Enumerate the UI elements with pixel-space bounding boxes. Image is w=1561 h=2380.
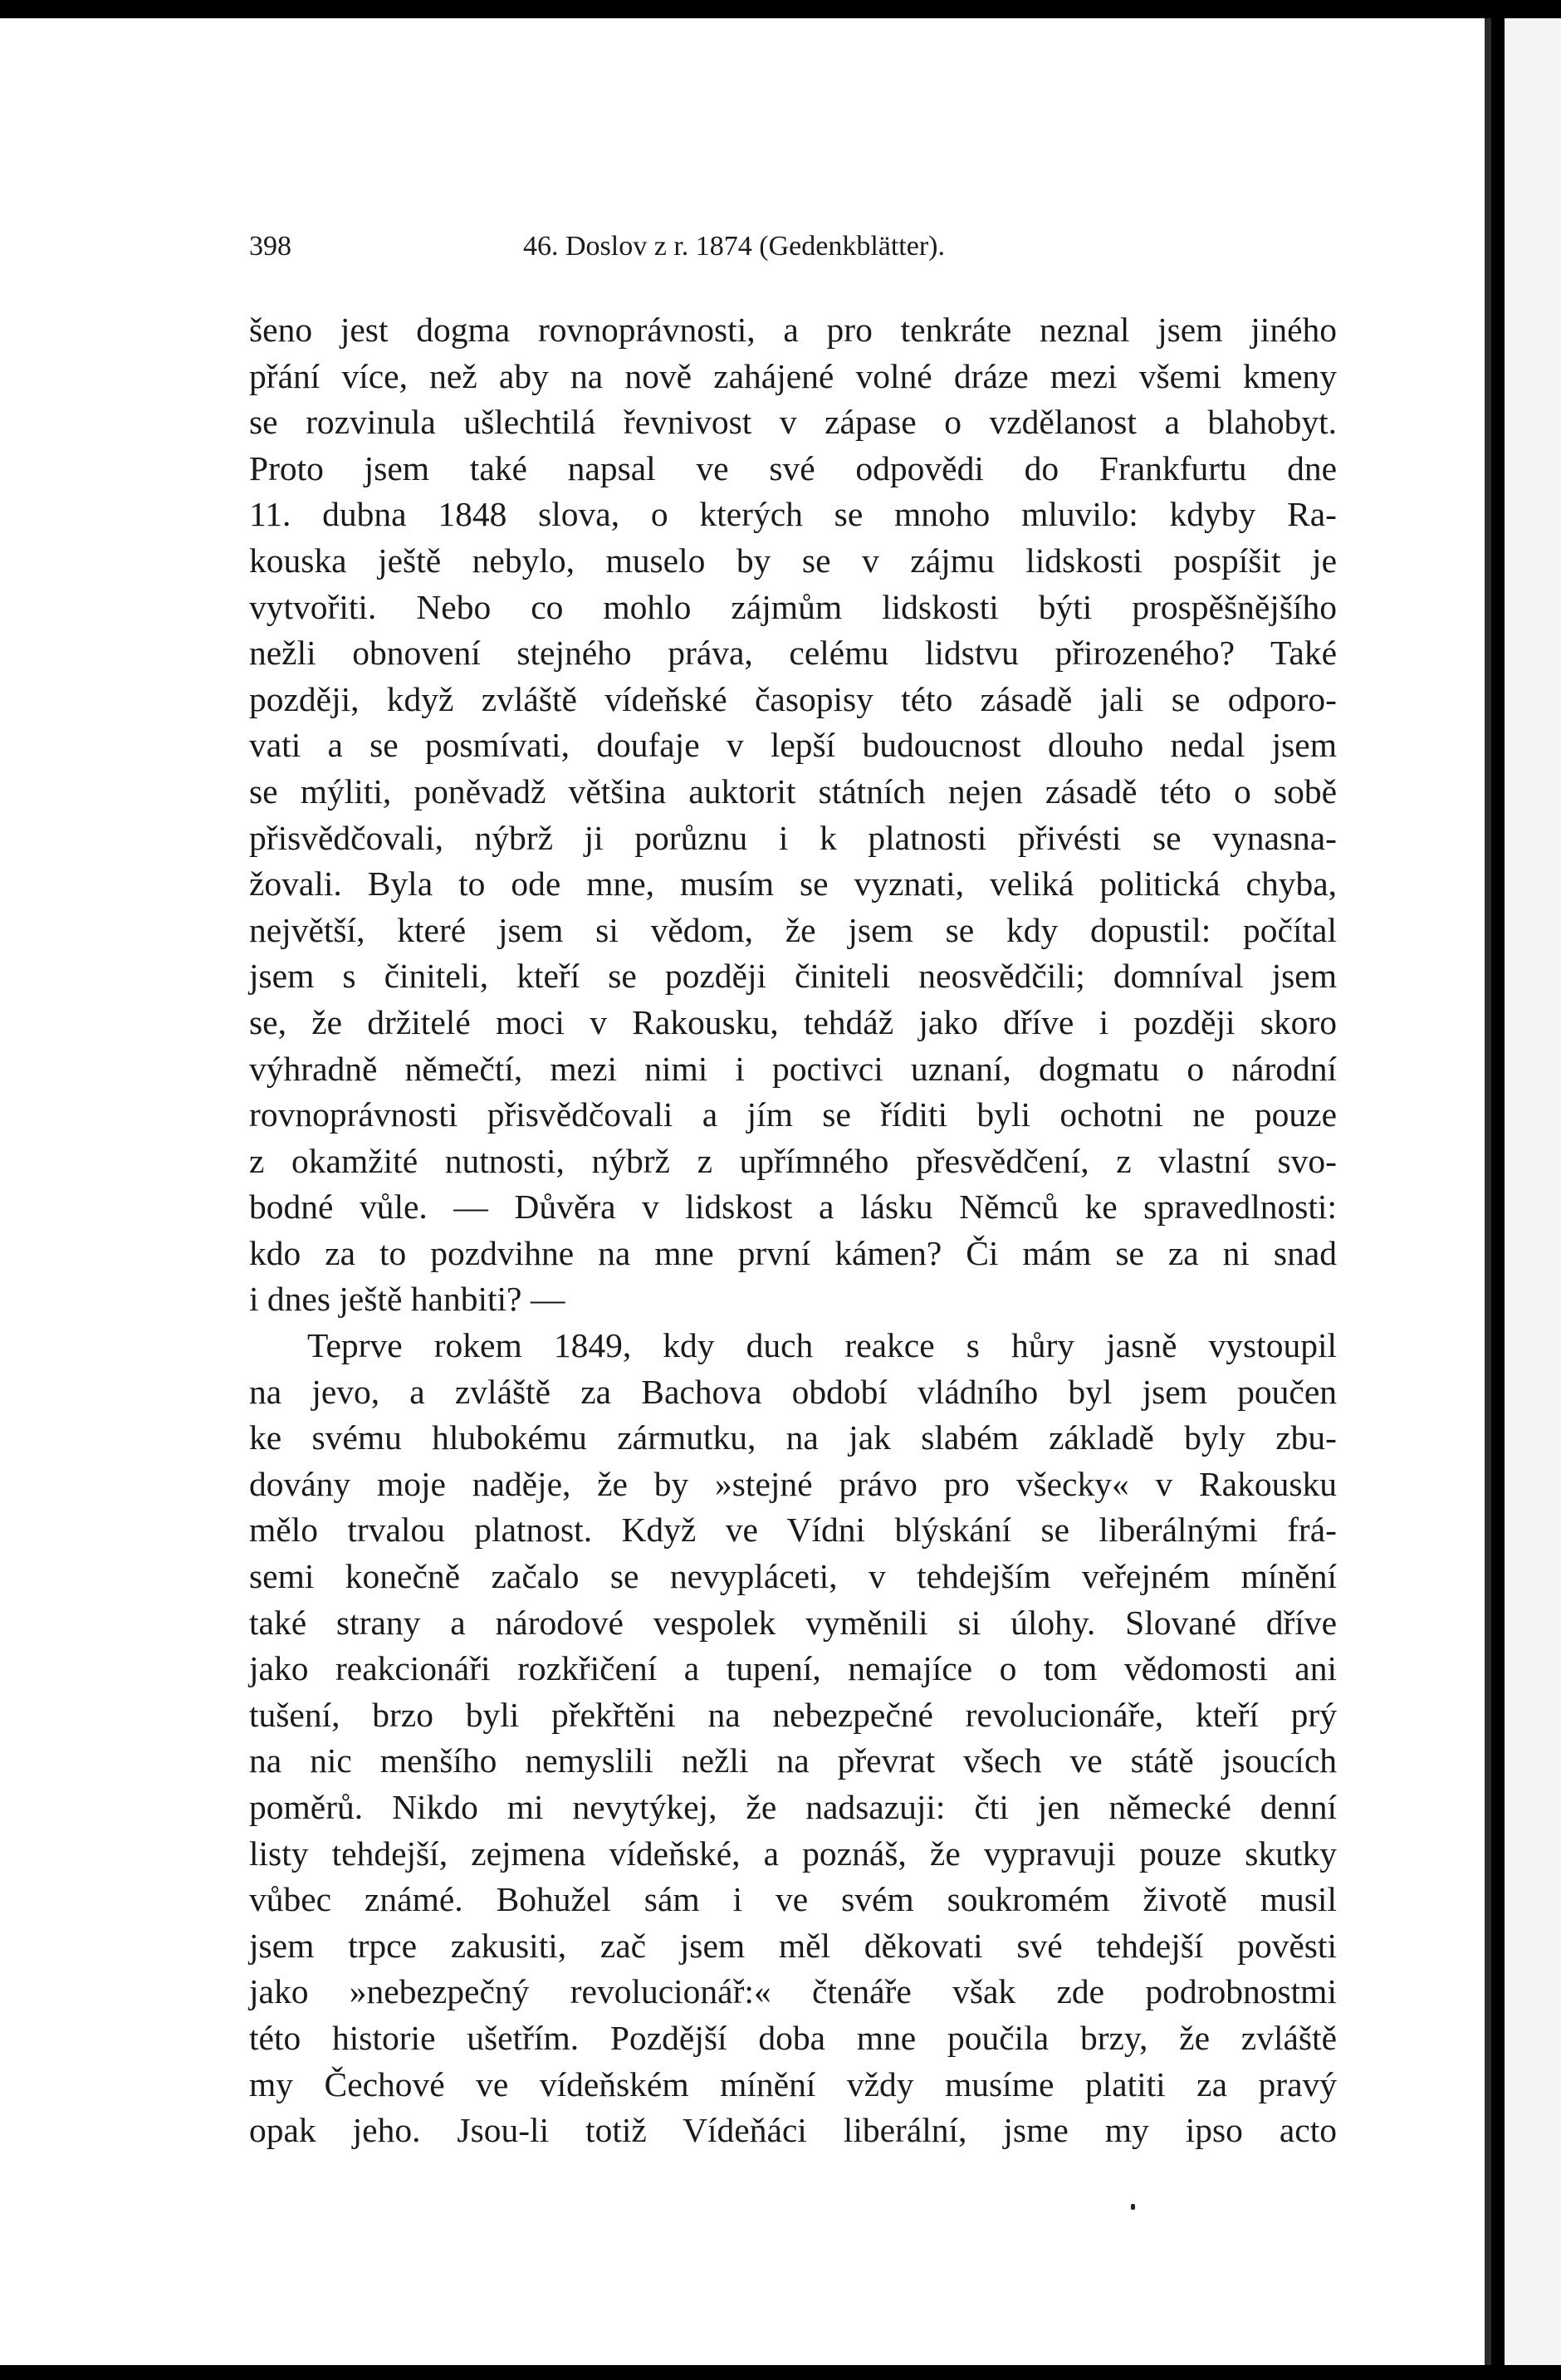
text-body bbox=[249, 307, 1337, 2154]
text-line: dovány moje naděje, že by »stejné právo pro všecky« v Rakousku bbox=[249, 1464, 1337, 1503]
text-line: Teprve rokem 1849, kdy duch reakce s hůry jasně vystoupil bbox=[307, 1326, 1337, 1365]
paragraph-1 bbox=[249, 307, 1337, 1323]
text-line: i dnes ještě hanbiti? — bbox=[249, 1280, 565, 1319]
text-line: se, že držitelé moci v Rakousku, tehdáž jako dříve i později skoro bbox=[249, 1002, 1337, 1041]
text-line: semi konečně začalo se nevypláceti, v tehdejším veřejném mínění bbox=[249, 1557, 1337, 1596]
text-line: se rozvinula ušlechtilá řevnivost v zápase o vzdělanost a blahobyt. bbox=[249, 403, 1337, 442]
text-line: jsem s činiteli, kteří se později činiteli neosvědčili; domníval jsem bbox=[249, 957, 1337, 996]
text-line: kouska ještě nebylo, muselo by se v zájmu lidskosti pospíšit je bbox=[249, 541, 1337, 580]
text-line: 11. dubna 1848 slova, o kterých se mnoho mluvilo: kdyby Ra- bbox=[249, 495, 1337, 534]
text-line: později, když zvláště vídeňské časopisy této zásadě jali se odporo- bbox=[249, 679, 1337, 718]
text-line: my Čechové ve vídeňském mínění vždy musíme platiti za pravý bbox=[249, 2064, 1337, 2103]
running-title: 46. Doslov z r. 1874 (Gedenkblätter). bbox=[523, 231, 945, 262]
text-line: bodné vůle. — Důvěra v lidskost a lásku Němců ke spravedlnosti: bbox=[249, 1188, 1337, 1227]
text-line: přisvědčovali, nýbrž ji porůznu i k platnosti přivésti se vynasna- bbox=[249, 818, 1337, 857]
text-line: výhradně němečtí, mezi nimi i poctivci uznaní, dogmatu o národní bbox=[249, 1049, 1337, 1088]
text-line: na nic menšího nemyslili nežli na převrat všech ve státě jsoucích bbox=[249, 1741, 1337, 1780]
text-line: jsem trpce zakusiti, zač jsem měl děkovati své tehdejší pověsti bbox=[249, 1926, 1337, 1965]
text-line: také strany a národové vespolek vyměnili si úlohy. Slované dříve bbox=[249, 1603, 1337, 1642]
text-line: nežli obnovení stejného práva, celému lidstvu přirozeného? Také bbox=[249, 634, 1337, 673]
text-line: mělo trvalou platnost. Když ve Vídni blýskání se liberálnými frá- bbox=[249, 1511, 1337, 1550]
text-line: rovnoprávnosti přisvědčovali a jím se říditi byli ochotni ne pouze bbox=[249, 1095, 1337, 1134]
page-header bbox=[249, 226, 1345, 267]
text-line: vůbec známé. Bohužel sám i ve svém soukromém životě musil bbox=[249, 1880, 1337, 1919]
text-line: této historie ušetřím. Pozdější doba mne poučila brzy, že zvláště bbox=[249, 2018, 1337, 2057]
text-line: kdo za to pozdvihne na mne první kámen? Či mám se za ni snad bbox=[249, 1233, 1337, 1272]
text-line: šeno jest dogma rovnoprávnosti, a pro tenkráte neznal jsem jiného bbox=[249, 311, 1337, 349]
book-page bbox=[0, 18, 1485, 2365]
text-line: listy tehdejší, zejmena vídeňské, a poznáš, že vypravuji pouze skutky bbox=[249, 1834, 1337, 1873]
paragraph-2 bbox=[249, 1323, 1337, 2154]
page-edge-shadow bbox=[1485, 18, 1491, 2365]
text-line: ke svému hlubokému zármutku, na jak slabém základě byly zbu- bbox=[249, 1418, 1337, 1457]
text-line: jako »nebezpečný revolucionář:« čtenáře však zde podrobnostmi bbox=[249, 1972, 1337, 2011]
text-line: vytvořiti. Nebo co mohlo zájmům lidskosti býti prospěšnějšího bbox=[249, 587, 1337, 626]
text-line: jako reakcionáři rozkřičení a tupení, nemajíce o tom vědomosti ani bbox=[249, 1649, 1337, 1688]
text-line: se mýliti, poněvadž většina auktorit státních nejen zásadě této o sobě bbox=[249, 771, 1337, 810]
text-line: žovali. Byla to ode mne, musím se vyznati, veliká politická chyba, bbox=[249, 864, 1337, 904]
text-line: opak jeho. Jsou-li totiž Vídeňáci liberální, jsme my ipso acto bbox=[249, 2111, 1337, 2150]
text-line: poměrů. Nikdo mi nevytýkej, že nadsazuji: čti jen německé denní bbox=[249, 1788, 1337, 1826]
adjacent-page-edge bbox=[1505, 18, 1561, 2365]
text-line: na jevo, a zvláště za Bachova období vládního byl jsem poučen bbox=[249, 1372, 1337, 1411]
text-line: největší, které jsem si vědom, že jsem se kdy dopustil: počítal bbox=[249, 910, 1337, 949]
page-number: 398 bbox=[249, 231, 291, 262]
text-line: z okamžité nutnosti, nýbrž z upřímného přesvědčení, z vlastní svo- bbox=[249, 1141, 1337, 1180]
text-line: tušení, brzo byli překřtěni na nebezpečné revolucionáře, kteří prý bbox=[249, 1695, 1337, 1734]
scan-speck bbox=[1131, 2204, 1135, 2210]
text-line: přání více, než aby na nově zahájené volné dráze mezi všemi kmeny bbox=[249, 356, 1337, 395]
text-line: vati a se posmívati, doufaje v lepší budoucnost dlouho nedal jsem bbox=[249, 726, 1337, 765]
text-line: Proto jsem také napsal ve své odpovědi do Frankfurtu dne bbox=[249, 448, 1337, 487]
